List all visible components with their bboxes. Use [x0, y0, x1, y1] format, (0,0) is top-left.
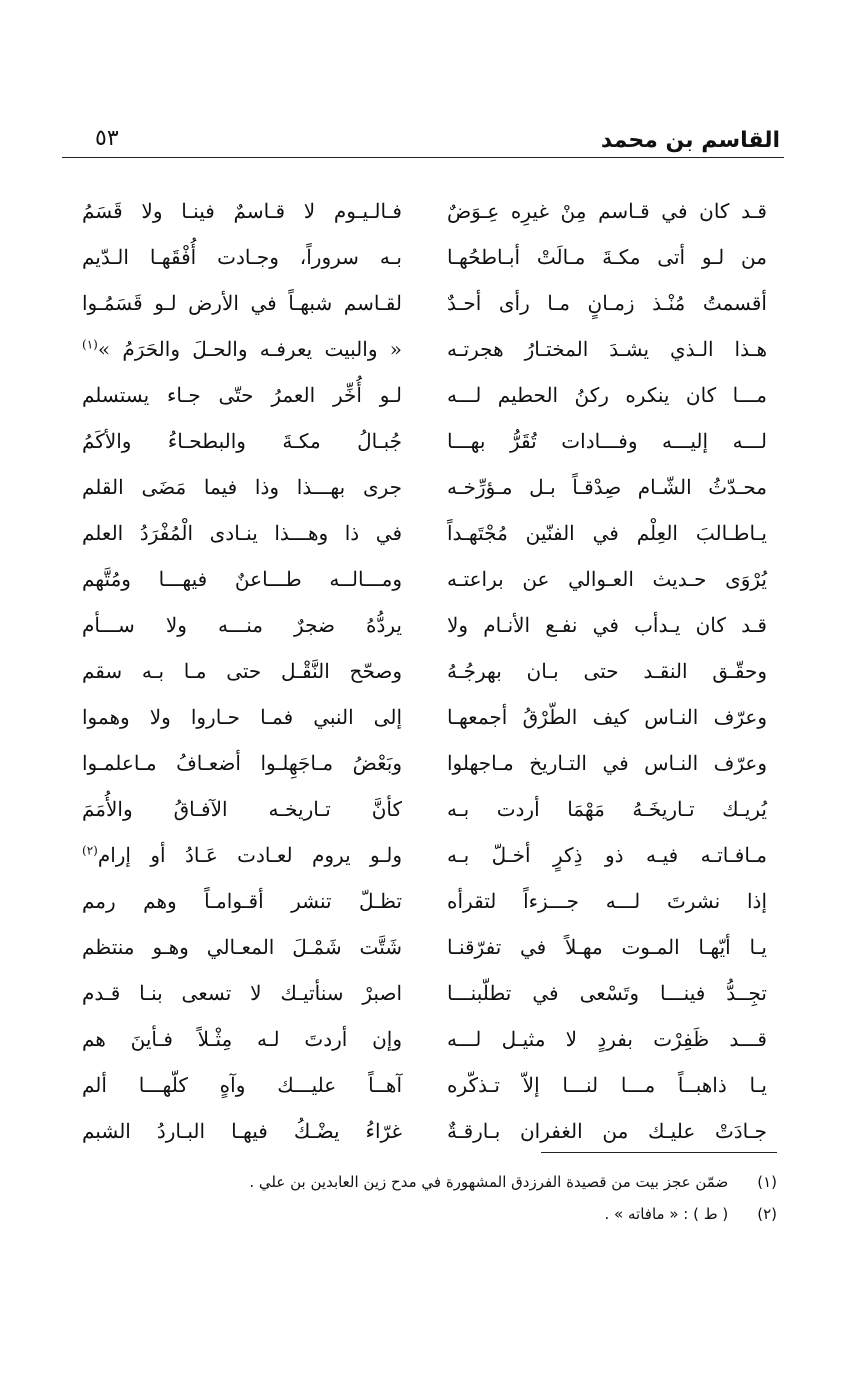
verse-hemistich: في ذا وهـــذا ينـادى الْمُفْرَدُ العلم [82, 521, 402, 545]
verse-hemistich: جـادَتْ عليـك من الغفران بـارقـةٌ [447, 1119, 767, 1143]
verse-hemistich: يـاطـالبَ العِلْم في الفنّين مُجْتَهـداً [447, 521, 767, 545]
footnotes [87, 1166, 777, 1230]
footnote-mark: (١) [757, 1173, 777, 1191]
verse-hemistich: كأنَّ تـاريخـه الآفـاقُ والأُمَمَ [82, 797, 402, 821]
verse-with-footnote [82, 832, 402, 878]
verse-hemistich: قـد كان في قـاسم مِنْ غيرِه عِـوَضٌ [447, 199, 767, 223]
verse-hemistich: شَتَّت شَمْـلَ المعـالي وهـو منتظم [82, 935, 402, 959]
verse-hemistich: غرّاءُ يضْـكُ فيهـا البـاردُ الشبم [82, 1119, 402, 1143]
verse-text: ولـو يروم لعـادت عَـادُ أو إرام [97, 843, 402, 867]
verse-hemistich: يُريـك تـاريخَـهُ مَهْمَا أردت بـه [447, 797, 767, 821]
running-title: القاسم بن محمد [600, 128, 780, 153]
verse-hemistich: قـد كان يـدأب في نفـع الأنـام ولا [447, 613, 767, 637]
footnote-ref: (١) [82, 337, 98, 352]
verse-hemistich: بـه سروراً، وجـادت أُفْقَهـا الـدّيم [82, 245, 402, 269]
footnote-ref: (٢) [82, 843, 98, 858]
verse-hemistich: يردُّهُ ضجرٌ منـــه ولا ســـأم [82, 613, 402, 637]
verse-hemistich: هـذا الـذي يشـدَ المختـارُ هجرتـه [447, 337, 767, 361]
verse-hemistich: قـــد ظَفِرْت بفردٍ لا مثيـل لـــه [447, 1027, 767, 1051]
verse-hemistich: آهــاً عليـــك وآهٍ كلّهـــا ألم [82, 1073, 402, 1097]
footnote-mark: (٢) [757, 1205, 777, 1223]
footnote-text: ( ط ) : « مافاته » . [604, 1205, 729, 1223]
verse-hemistich: أقسمتُ مُنْـذ زمـانٍ مـا رأى أحـدٌ [447, 291, 767, 315]
verse-hemistich: لـــه إليـــه وفـــادات تُقَرُّ بهـــا [447, 429, 767, 453]
verse-hemistich: يـا أيّهـا المـوت مهـلاً في تفرّقنـا [447, 935, 767, 959]
left-verse-column [82, 188, 402, 1154]
verse-hemistich: فـالـيـوم لا قـاسمٌ فينـا ولا قَسَمُ [82, 199, 402, 223]
verse-hemistich: لـو أُخِّر العمرُ حتّى جـاء يستسلم [82, 383, 402, 407]
verse-hemistich: يـا ذاهبــاً مـــا لنـــا إلاّ تـذكّره [447, 1073, 767, 1097]
verse-hemistich: جرى بهـــذا وذا فيما مَضَى القلم [82, 475, 402, 499]
verse-hemistich: وإن أردتَ لـه مِثْـلاً فـأينَ هم [82, 1027, 402, 1051]
verse-hemistich: محـدّثُ الشّـام صِدْقـاً بـل مـؤرِّخـه [447, 475, 767, 499]
header-rule [62, 157, 784, 158]
verse-hemistich: تجِــدُّ فينـــا وتَسْعى في تطلّبنـــا [447, 981, 767, 1005]
page-number: ٥٣ [95, 126, 119, 151]
verse-hemistich: جُبـالُ مكـةَ والبطحـاءُ والأكَمُ [82, 429, 402, 453]
verse-hemistich: مـافـاتـه فيـه ذو ذِكرٍ أخـلّ بـه [447, 843, 767, 867]
verse-hemistich: إلى النبي فمـا حـاروا ولا وهموا [82, 705, 402, 729]
verse-hemistich: لقـاسم شبهـاً في الأرض لـو قَسَمُـوا [82, 291, 402, 315]
verse-hemistich: وحقّـق النقـد حتى بـان بهرجُـهُ [447, 659, 767, 683]
verse-hemistich: اصبرْ سنأتيـك لا تسعى بنـا قـدم [82, 981, 402, 1005]
verse-hemistich: ومـــالــه طـــاعنٌ فيهـــا ومُتَّهم [82, 567, 402, 591]
footnote-text: ضمّن عجز بيت من قصيدة الفرزدق المشهورة في مدح زين العابدين بن علي . [249, 1173, 729, 1191]
verse-hemistich: إذا نشرتَ لـــه جـــزءاً لتقرأه [447, 889, 767, 913]
right-verse-column [447, 188, 767, 1154]
footnote [87, 1166, 777, 1198]
verse-hemistich: وعرّف النـاس في التـاريخ مـاجهلوا [447, 751, 767, 775]
verse-hemistich: يُرْوَى حـديث العـوالي عن براعتـه [447, 567, 767, 591]
verse-hemistich: وعرّف النـاس كيف الطّرْقُ أجمعهـا [447, 705, 767, 729]
verse-hemistich: من لـو أتى مكـةَ مـالَتْ أبـاطحُهـا [447, 245, 767, 269]
verse-hemistich: مـــا كان ينكره ركنُ الحطيم لـــه [447, 383, 767, 407]
verse-text: « والبيت يعرفـه والحـلَ والحَرَمُ » [97, 337, 402, 361]
page-header [95, 118, 780, 162]
footnote-rule [541, 1152, 777, 1153]
verse-hemistich: وصحّح النَّقْـل حتى مـا بـه سقم [82, 659, 402, 683]
footnote [87, 1198, 777, 1230]
verse-hemistich: تظـلّ تنشر أقـوامـاً وهم رمم [82, 889, 402, 913]
verse-with-footnote [82, 326, 402, 372]
verse-hemistich: وبَعْضُ مـاجَهِلـوا أضعـافُ مـاعلمـوا [82, 751, 402, 775]
